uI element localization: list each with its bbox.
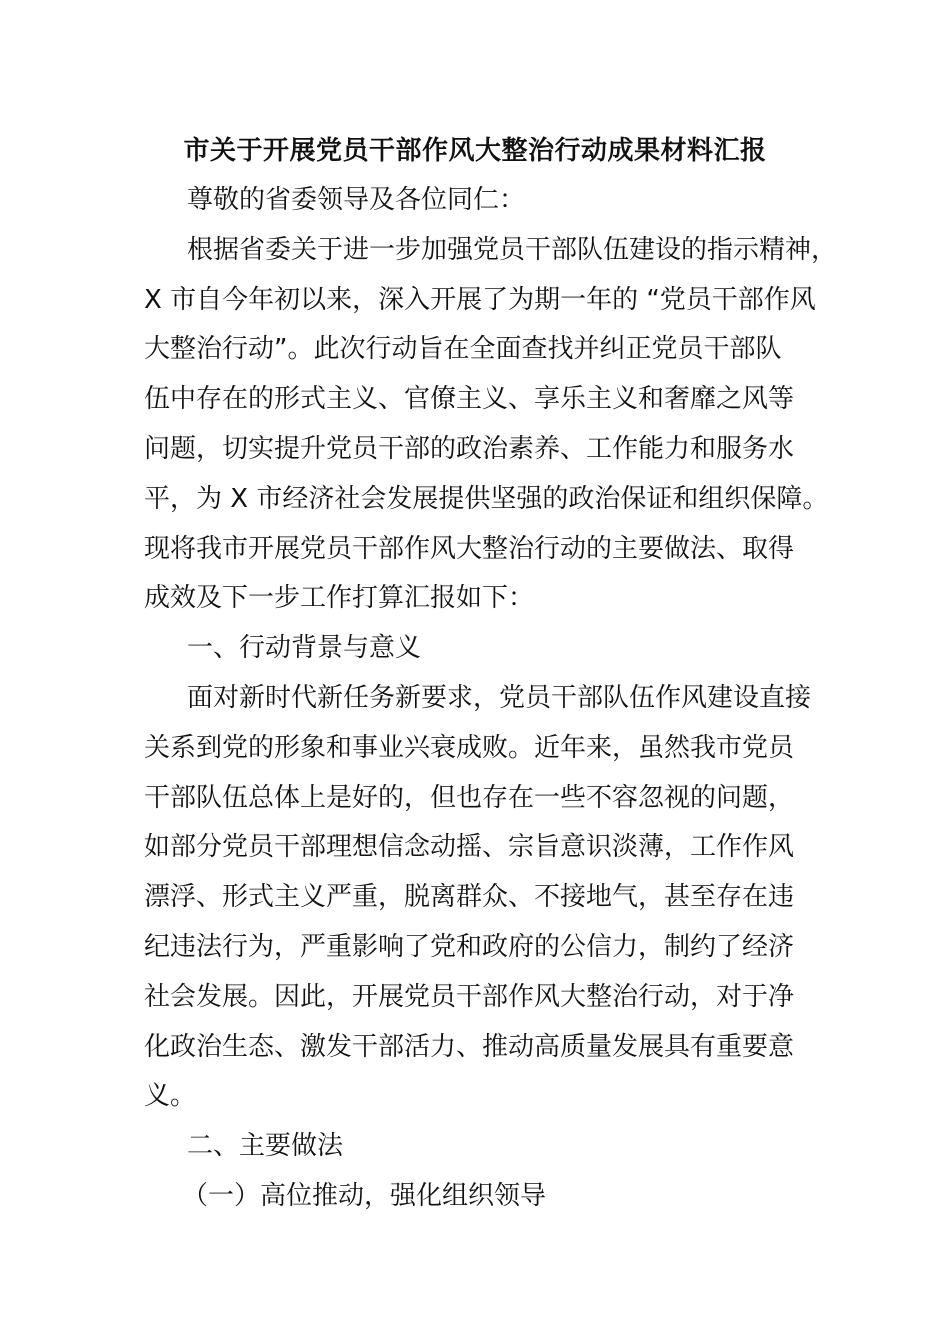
paragraph-line: 现将我市开展党员干部作风大整治行动的主要做法、取得 (144, 533, 795, 564)
document-body (144, 176, 838, 1222)
subsection-heading: （一）高位推动，强化组织领导 (182, 1180, 547, 1211)
paragraph-line: X 市自今年初以来，深入开展了为期一年的 “党员干部作风 (144, 284, 816, 315)
section-heading: 一、行动背景与意义 (187, 633, 422, 664)
paragraph-line: 面对新时代新任务新要求，党员干部队伍作风建设直接 (187, 682, 812, 713)
paragraph-line: 义。 (144, 1081, 197, 1112)
paragraph-line: 平，为 X 市经济社会发展提供坚强的政治保证和组织保障。 (144, 483, 829, 514)
paragraph-line: 漂浮、形式主义严重，脱离群众、不接地气，甚至存在违 (144, 882, 795, 913)
paragraph-line: 如部分党员干部理想信念动摇、宗旨意识淡薄，工作作风 (144, 832, 795, 863)
paragraph-line: 干部队伍总体上是好的，但也存在一些不容忽视的问题， (144, 782, 795, 813)
document-title: 市关于开展党员干部作风大整治行动成果材料汇报 (183, 136, 767, 166)
paragraph-line: 问题，切实提升党员干部的政治素养、工作能力和服务水 (144, 433, 795, 464)
paragraph-line: 大整治行动”。此次行动旨在全面查找并纠正党员干部队 (144, 334, 782, 365)
paragraph-line: 化政治生态、激发干部活力、推动高质量发展具有重要意 (144, 1031, 795, 1062)
paragraph-line: 根据省委关于进一步加强党员干部队伍建设的指示精神， (187, 234, 838, 265)
paragraph-line: 纪违法行为，严重影响了党和政府的公信力，制约了经济 (144, 931, 795, 962)
section-heading: 二、主要做法 (187, 1131, 344, 1162)
salutation-line: 尊敬的省委领导及各位同仁： (187, 185, 526, 215)
paragraph-line: 成效及下一步工作打算汇报如下： (144, 583, 535, 614)
paragraph-line: 社会发展。因此，开展党员干部作风大整治行动，对于净 (144, 981, 795, 1012)
paragraph-line: 关系到党的形象和事业兴衰成败。近年来，虽然我市党员 (144, 732, 795, 763)
paragraph-line: 伍中存在的形式主义、官僚主义、享乐主义和奢靡之风等 (144, 384, 795, 415)
